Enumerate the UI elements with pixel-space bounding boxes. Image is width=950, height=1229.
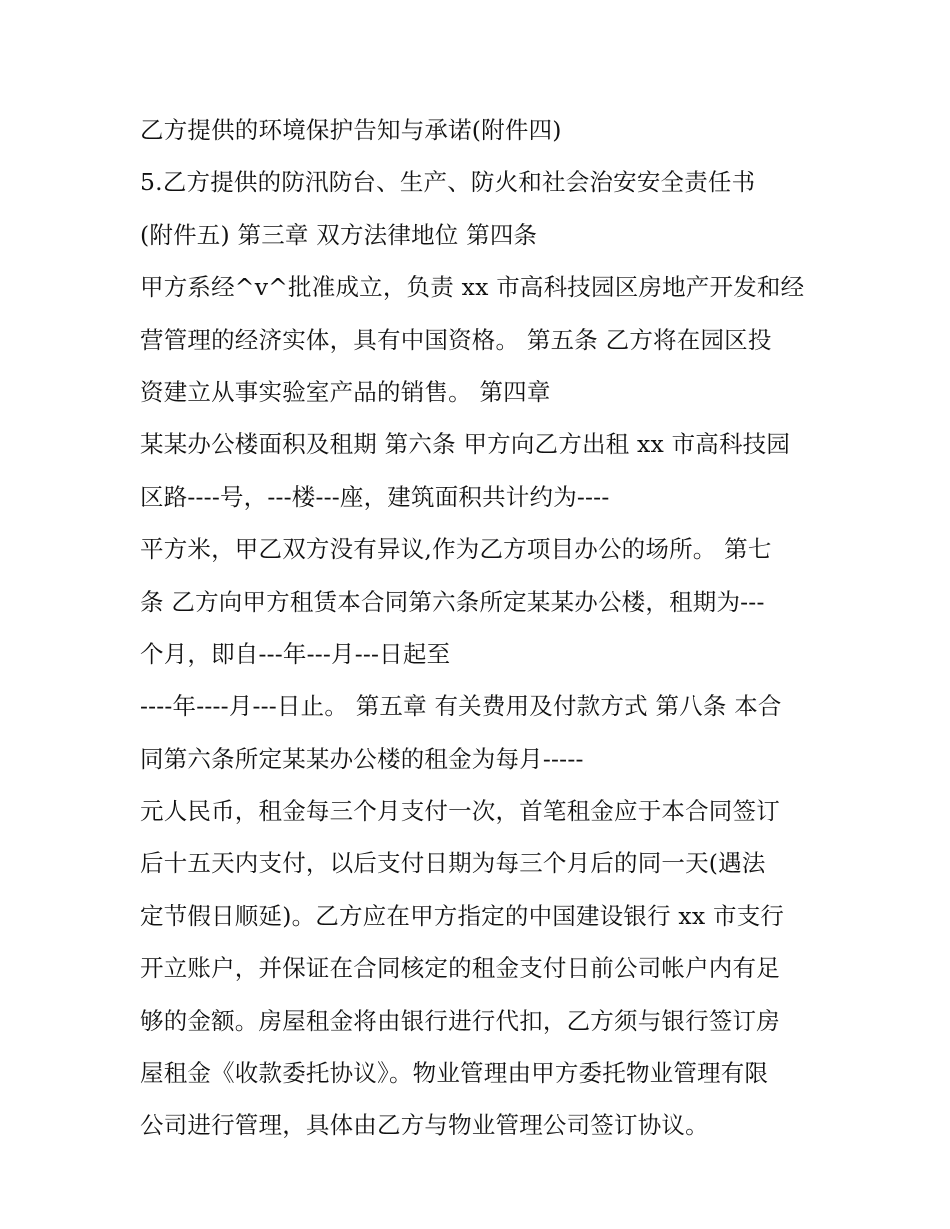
text-line: 开立账户，并保证在合同核定的租金支付日前公司帐户内有足 xyxy=(140,954,780,983)
text-line: 同第六条所定某某办公楼的租金为每月----- xyxy=(140,744,584,773)
text-line: 够的金额。房屋租金将由银行进行代扣，乙方须与银行签订房 xyxy=(140,1006,780,1035)
text-line: ----年----月---日止。 第五章 有关费用及付款方式 第八条 本合 xyxy=(140,692,782,721)
text-line: 乙方提供的环境保护告知与承诺(附件四) xyxy=(140,116,562,144)
document-body xyxy=(140,108,820,1156)
text-line: 定节假日顺延)。乙方应在甲方指定的中国建设银行 xx 市支行 xyxy=(140,901,785,930)
text-line: 公司进行管理，具体由乙方与物业管理公司签订协议。 xyxy=(140,1111,709,1140)
text-line: 资建立从事实验室产品的销售。 第四章 xyxy=(140,377,551,406)
text-line: 某某办公楼面积及租期 第六条 甲方向乙方出租 xx 市高科技园 xyxy=(140,430,791,459)
text-line: 甲方系经^v^批准成立，负责 xx 市高科技园区房地产开发和经 xyxy=(140,273,805,302)
text-line: 平方米，甲乙双方没有异议,作为乙方项目办公的场所。 第七 xyxy=(140,535,772,564)
text-line: 条 乙方向甲方租赁本合同第六条所定某某办公楼，租期为--- xyxy=(140,587,765,616)
text-line: 营管理的经济实体，具有中国资格。 第五条 乙方将在园区投 xyxy=(140,325,772,354)
text-line: (附件五) 第三章 双方法律地位 第四条 xyxy=(140,220,538,249)
text-line: 屋租金《收款委托协议》。物业管理由甲方委托物业管理有限 xyxy=(140,1059,769,1088)
text-line: 个月，即自---年---月---日起至 xyxy=(140,639,451,668)
text-line: 后十五天内支付，以后支付日期为每三个月后的同一天(遇法 xyxy=(140,849,766,878)
text-line: 元人民币，租金每三个月支付一次，首笔租金应于本合同签订 xyxy=(140,797,780,826)
text-line: 区路----号，---楼---座，建筑面积共计约为---- xyxy=(140,482,610,511)
text-line: 5.乙方提供的防汛防台、生产、防火和社会治安安全责任书 xyxy=(140,168,756,197)
